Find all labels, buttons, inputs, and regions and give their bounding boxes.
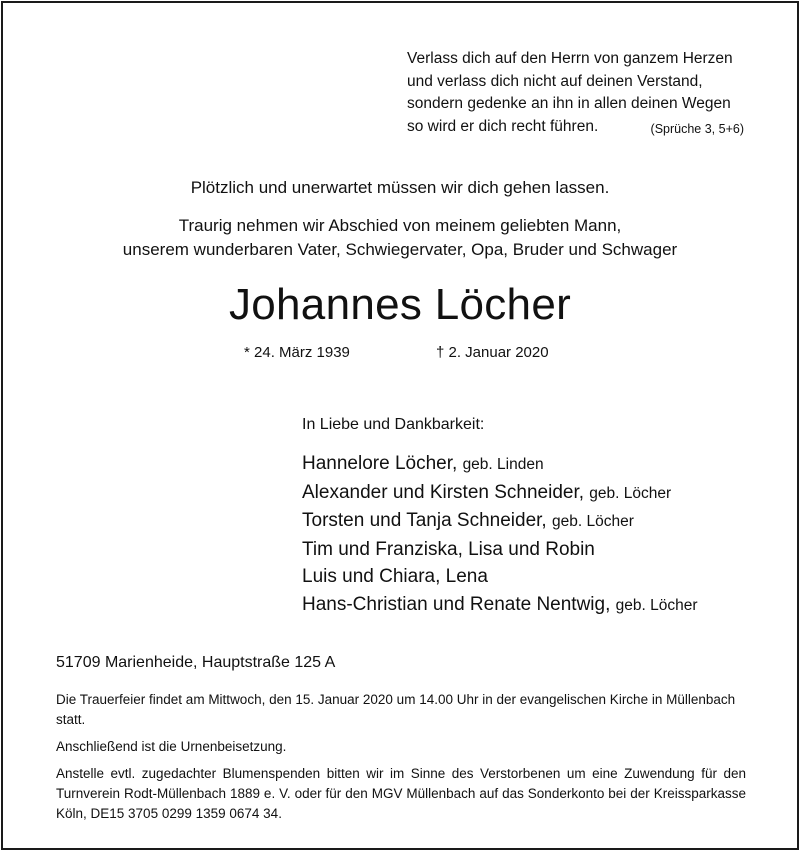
mourner-maiden-name: geb. Löcher	[589, 484, 672, 502]
ceremony-note: Die Trauerfeier findet am Mittwoch, den 15. Januar 2020 um 14.00 Uhr in der evangelischen Kirche in Müllenbach statt.	[56, 692, 736, 727]
deceased-name: Johannes Löcher	[228, 280, 572, 329]
mourner-maiden-name: geb. Löcher	[615, 596, 698, 614]
mourner-name: Luis und Chiara, Lena	[302, 566, 488, 587]
mourners-label: In Liebe und Dankbarkeit:	[302, 416, 485, 433]
mourner-name: Alexander und Kirsten Schneider,	[302, 481, 585, 503]
quote-line: sondern gedenke an ihn in allen deinen Wegen	[407, 95, 731, 112]
mourner-entry	[302, 563, 698, 591]
mourner-entry	[302, 536, 698, 564]
intro-line: Traurig nehmen wir Abschied von meinem geliebten Mann,	[178, 216, 622, 235]
quote-reference: (Sprüche 3, 5+6)	[650, 122, 744, 136]
intro-line: Plötzlich und unerwartet müssen wir dich gehen lassen.	[190, 178, 610, 197]
death-date: † 2. Januar 2020	[436, 344, 549, 361]
intro-line: unserem wunderbaren Vater, Schwiegervater, Opa, Bruder und Schwager	[122, 240, 678, 259]
address: 51709 Marienheide, Hauptstraße 125 A	[56, 654, 336, 671]
mourner-entry	[302, 479, 698, 508]
mourner-name: Tim und Franziska, Lisa und Robin	[302, 538, 595, 560]
mourner-entry	[302, 507, 698, 536]
mourner-name: Hans-Christian und Renate Nentwig,	[302, 593, 611, 615]
mourner-entry	[302, 591, 698, 620]
mourner-entry	[302, 450, 698, 479]
donation-note: Anstelle evtl. zugedachter Blumenspenden bitten wir im Sinne des Verstorbenen um eine Zuwendung für den Turnverein Rodt-Müllenbach 1889 e. V. oder für den MGV Müllenbach auf das Sonderkonto bei der Kreissparkasse Köln, DE15 3705 0299 1359 0674 34.	[56, 766, 746, 821]
quote-line: so wird er dich recht führen.	[407, 117, 599, 135]
birth-date: * 24. März 1939	[244, 344, 350, 361]
mourner-maiden-name: geb. Linden	[462, 456, 544, 473]
farewell-text	[0, 214, 800, 262]
mourner-name: Hannelore Löcher,	[302, 453, 458, 474]
quote-line: Verlass dich auf den Herrn von ganzem Herzen	[407, 50, 733, 67]
mourners-list	[302, 450, 698, 619]
burial-note: Anschließend ist die Urnenbeisetzung.	[56, 739, 287, 754]
mourner-name: Torsten und Tanja Schneider,	[302, 510, 547, 531]
quote-line: und verlass dich nicht auf deinen Verstand,	[407, 72, 703, 90]
mourner-maiden-name: geb. Löcher	[552, 513, 634, 530]
